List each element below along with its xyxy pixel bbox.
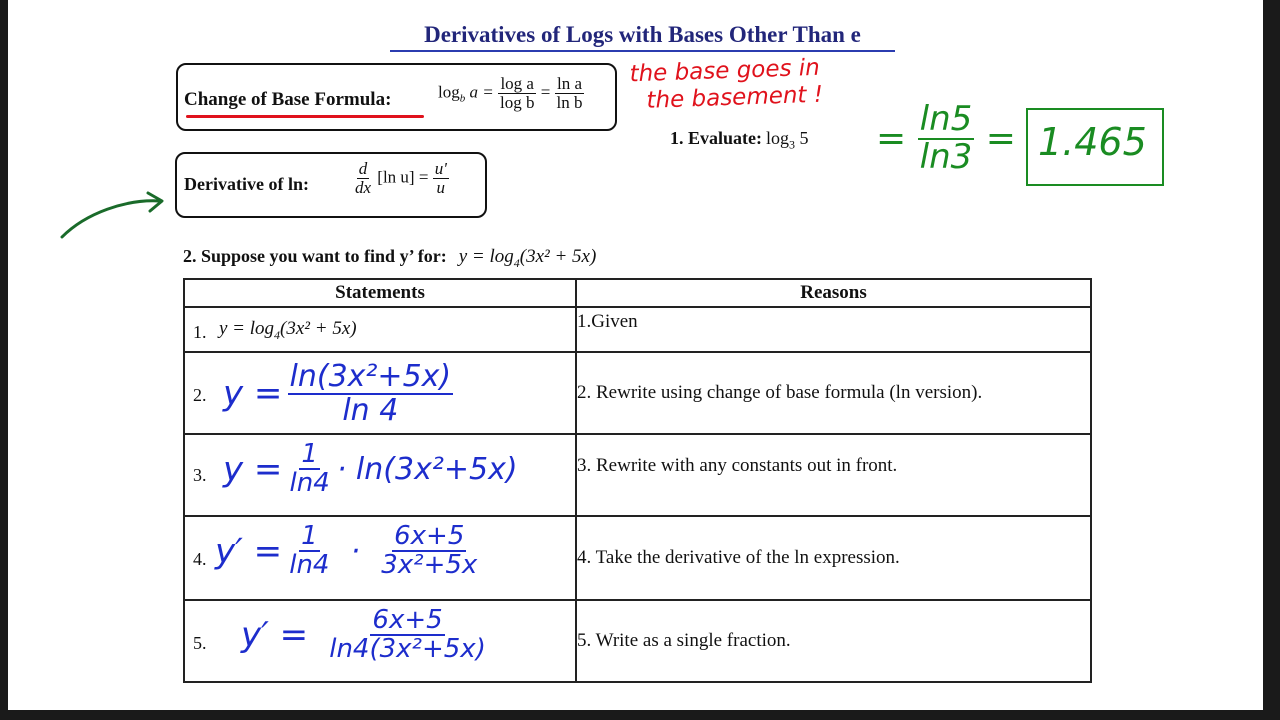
statement-3-lhs: y =: [223, 449, 283, 490]
problem-2: [183, 246, 596, 271]
statement-5-frac: [327, 607, 488, 664]
statement-3-num: 3.: [193, 465, 207, 485]
statement-1-y-log: y = log: [219, 318, 275, 339]
statement-1-base: 4: [274, 327, 281, 342]
formula-log: log: [438, 82, 460, 102]
formula-frac-log-num: log a: [500, 74, 534, 93]
worksheet-page: [8, 0, 1263, 710]
statement-2-frac-num: ln(3x²+5x): [289, 359, 452, 394]
statement-5-lhs: y′ =: [241, 615, 309, 656]
problem-2-label: 2. Suppose you want to find y’ for:: [183, 246, 447, 266]
problem-1-work-equals-2: =: [985, 118, 1016, 160]
problem-1-work-den: ln3: [919, 136, 973, 177]
statement-5-frac-num: 6x+5: [372, 605, 443, 635]
statement-4-frac-2-num: 6x+5: [394, 521, 465, 551]
derivative-rhs: [433, 160, 449, 197]
base-basement-note-line2: the basement !: [646, 81, 824, 114]
statement-1: [184, 307, 576, 352]
problem-1-work-frac: [918, 99, 975, 177]
problem-1-answer: 1.465: [1038, 120, 1147, 164]
table-row: [184, 600, 1091, 682]
derivative-ln-formula: [353, 160, 449, 197]
statement-4-frac-1-den: ln4: [289, 550, 330, 581]
table-row: [184, 307, 1091, 352]
statement-3-rest: · ln(3x²+5x): [336, 451, 518, 487]
formula-frac-log: [498, 75, 536, 112]
statement-2-lhs: y =: [223, 373, 283, 414]
reason-1: 1.Given: [576, 307, 1091, 352]
base-basement-note-line1: the base goes in: [629, 54, 821, 88]
problem-1-label: 1. Evaluate:: [670, 128, 762, 148]
problem-1-expr: [766, 128, 809, 152]
problem-1-work-equals: =: [876, 118, 907, 160]
problem-1-log: log: [766, 128, 790, 148]
problem-2-arg: (3x² + 5x): [519, 246, 597, 267]
problem-1: [670, 128, 809, 153]
statement-4-num: 4.: [193, 549, 207, 569]
derivative-d: d: [358, 159, 368, 178]
statement-2: [184, 352, 576, 434]
statement-3-frac: [288, 441, 332, 498]
statement-4-frac-2-den: 3x²+5x: [381, 550, 478, 581]
problem-2-y-log: y = log: [458, 246, 514, 267]
statement-4-frac-1-num: 1: [301, 521, 318, 551]
reason-2: 2. Rewrite using change of base formula (ln version).: [576, 352, 1091, 434]
statement-4-frac-2: [379, 523, 479, 580]
statement-3-frac-den: ln4: [289, 468, 330, 499]
derivative-rhs-den: u: [436, 177, 445, 197]
derivative-bracket: [ln u] =: [377, 167, 429, 187]
arrow-icon: [56, 185, 176, 245]
statement-1-expr: [219, 318, 357, 343]
formula-base: b: [459, 92, 466, 105]
reason-5: 5. Write as a single fraction.: [576, 600, 1091, 682]
problem-1-work: [876, 99, 1016, 177]
statement-5-num: 5.: [193, 633, 207, 653]
statement-3: [184, 434, 576, 516]
statement-4-dot: ·: [350, 533, 361, 569]
statement-4-frac-1: [287, 523, 331, 580]
problem-2-expr: [458, 246, 597, 270]
statement-3-frac-num: 1: [301, 439, 318, 469]
problem-1-base: 3: [789, 137, 796, 152]
formula-arg: a =: [469, 82, 494, 102]
statement-4: [184, 516, 576, 600]
page-title: Derivatives of Logs with Bases Other Than e: [390, 22, 895, 52]
formula-frac-ln: [555, 75, 585, 112]
derivative-rhs-num: u': [434, 159, 447, 178]
statement-2-frac-den: ln 4: [342, 392, 399, 428]
statement-5-expr: [241, 607, 488, 664]
derivative-d-dx: [353, 160, 373, 197]
statement-3-expr: [223, 441, 518, 498]
proof-table: [183, 278, 1092, 683]
statement-4-expr: [215, 523, 479, 580]
change-of-base-label: Change of Base Formula:: [184, 89, 392, 110]
derivative-dx: dx: [355, 177, 372, 197]
reason-3: 3. Rewrite with any constants out in front.: [576, 434, 1091, 516]
change-of-base-formula: [438, 75, 585, 112]
statement-5: [184, 600, 576, 682]
formula-frac-ln-num: ln a: [557, 74, 583, 93]
formula-equals: =: [540, 82, 551, 102]
table-row: [184, 516, 1091, 600]
header-reasons: Reasons: [576, 279, 1091, 307]
problem-1-answer-box: [1026, 108, 1164, 186]
base-basement-note: [629, 55, 823, 116]
problem-1-work-num: ln5: [919, 99, 973, 139]
problem-2-base: 4: [513, 255, 520, 270]
statement-2-expr: [223, 361, 453, 426]
derivative-ln-box: [175, 152, 487, 218]
formula-frac-log-den: log b: [499, 92, 535, 112]
statement-1-arg: (3x² + 5x): [280, 318, 357, 339]
statement-5-frac-den: ln4(3x²+5x): [329, 634, 486, 665]
statement-2-frac: [288, 361, 454, 426]
statement-4-lhs: y′ =: [215, 531, 283, 572]
statement-1-num: 1.: [193, 322, 207, 342]
statement-2-num: 2.: [193, 385, 207, 405]
table-header-row: [184, 279, 1091, 307]
derivative-ln-label: Derivative of ln:: [184, 174, 309, 194]
formula-frac-ln-den: ln b: [556, 92, 583, 112]
change-of-base-underline: [186, 115, 424, 118]
reason-4: 4. Take the derivative of the ln expression.: [576, 516, 1091, 600]
problem-1-arg: 5: [799, 128, 809, 148]
header-statements: Statements: [184, 279, 576, 307]
table-row: [184, 352, 1091, 434]
table-row: [184, 434, 1091, 516]
change-of-base-box: [176, 63, 617, 131]
